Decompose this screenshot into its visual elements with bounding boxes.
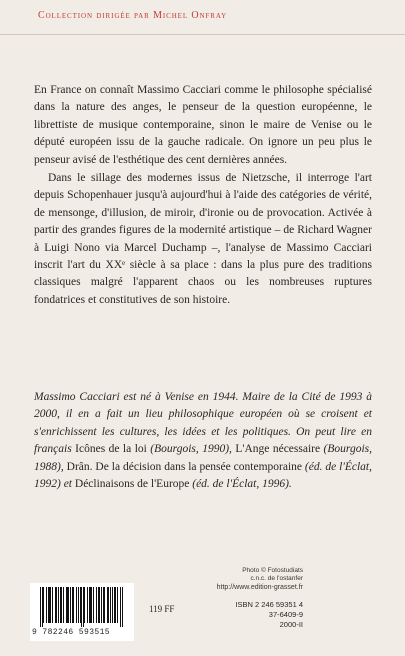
collection-header: Collection dirigée par Michel Onfray — [38, 10, 228, 21]
isbn-line-3: 2000-II — [279, 620, 303, 629]
isbn-block — [235, 600, 303, 630]
bio-ref-1: (Bourgois, 1990), — [146, 443, 236, 456]
isbn-line-2: 37-6409-9 — [268, 610, 303, 619]
bio-title-ange: L'Ange nécessaire — [235, 443, 321, 456]
isbn-line-1: ISBN 2 246 59351 4 — [235, 600, 303, 609]
bio-ref-3: (éd. de l'Éclat, 1992) et — [34, 460, 372, 491]
photo-credit-line-2: c.n.c. de l'ostanfer — [250, 575, 303, 582]
photo-credit — [242, 567, 303, 583]
barcode-digits: 9 782246 593515 — [32, 628, 111, 637]
price: 119 FF — [149, 604, 175, 614]
bio-title-declinaisons: Déclinaisons de l'Europe — [74, 478, 190, 491]
bio-intro: Massimo Cacciari est né à Venise en 1944. Maire de la Cité de 1993 à 2000, il en a fait un lieu philosophique européen où se croisent et s'enrichissent les cultures, les idées et les politiques. On peut lire en français — [34, 391, 372, 456]
bio-title-dran: Drân. De la décision dans la pensée contemporaine — [66, 460, 302, 473]
bio-ref-2: (Bourgois, 1988), — [34, 443, 372, 473]
blurb — [34, 82, 372, 309]
bio-title-icones: Icônes de la loi — [75, 443, 147, 456]
blurb-paragraph-1: En France on connaît Massimo Cacciari comme le philosophe spécialisé dans la nature des anges, le penseur de la question européenne, le librettiste de musique contemporaine, sinon le maire de Venise ou le député européen issu de la gauche radicale. On ignore un peu plus le penseur avisé de l'esthétique des cent dernières années. — [34, 84, 372, 166]
photo-credit-line-1: Photo © Fotostudiats — [242, 567, 303, 574]
bio-ref-4: (éd. de l'Éclat, 1996). — [189, 478, 292, 491]
author-bio — [34, 389, 372, 493]
publisher-url: http://www.edition-grasset.fr — [216, 584, 303, 591]
header-divider — [0, 34, 405, 35]
blurb-paragraph-2: Dans le sillage des modernes issus de Nietzsche, il interroge l'art depuis Schopenhauer jusqu'à aujourd'hui à l'aide des catégories de vérité, de mensonge, d'illusion, de miroir, d'ironie ou de provocation. Activée à partir des grandes figures de la modernité artistique – de Richard Wagner à Luigi Nono via Marcel Duchamp –, l'analyse de Massimo Cacciari inscrit l'art du XXᵉ siècle à sa place : dans la plus pure des traditions classiques malgré l'apparent chaos ou les nombreuses ruptures fondatrices et constitutives de son histoire. — [34, 172, 372, 306]
barcode — [30, 583, 134, 641]
barcode-bars — [40, 587, 124, 627]
